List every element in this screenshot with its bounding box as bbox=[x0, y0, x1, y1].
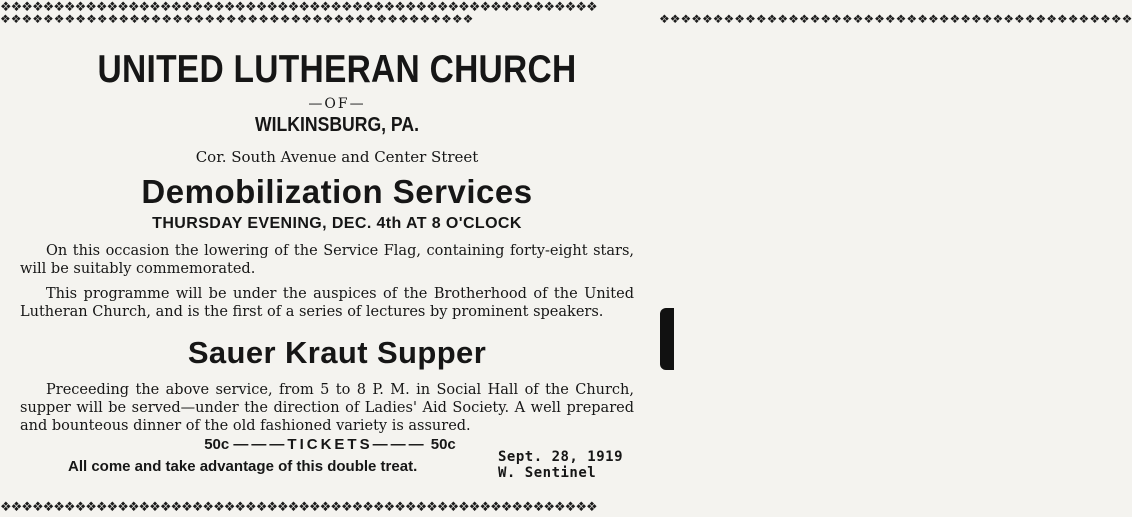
stamp-source: W. Sentinel bbox=[498, 465, 597, 481]
ticket-price-right: 50c bbox=[430, 436, 456, 453]
stamp-date: Sept. 28, 1919 bbox=[498, 449, 624, 465]
closing-line: All come and take advantage of this double treat. bbox=[68, 458, 418, 475]
ornamental-border-right: ❖❖❖❖❖❖❖❖❖❖❖❖❖❖❖❖❖❖❖❖❖❖❖❖❖❖❖❖❖❖❖❖❖❖❖❖❖❖❖❖❖❖❖❖ bbox=[659, 12, 1132, 26]
advertisement-body bbox=[20, 20, 654, 496]
supper-title: Sauer Kraut Supper bbox=[187, 335, 487, 370]
event-title: Demobilization Services bbox=[141, 173, 533, 210]
church-address: Cor. South Avenue and Center Street bbox=[195, 148, 479, 166]
paragraph-supper: Preceeding the above service, from 5 to 8 P. M. in Social Hall of the Church, supper will be served—under the direction of Ladies' Aid Society. A well prepared and bounteous dinner of the old fashioned variety is assured. bbox=[20, 382, 634, 434]
paragraph-service-flag: On this occasion the lowering of the Service Flag, containing forty-eight stars, will be suitably commemorated. bbox=[20, 243, 634, 277]
town-name: WILKINSBURG, PA. bbox=[255, 114, 419, 136]
church-title: UNITED LUTHERAN CHURCH bbox=[97, 48, 577, 91]
tickets-label: ———TICKETS——— bbox=[233, 436, 427, 453]
ornamental-border-left: ❖❖❖❖❖❖❖❖❖❖❖❖❖❖❖❖❖❖❖❖❖❖❖❖❖❖❖❖❖❖❖❖❖❖❖❖❖❖❖❖❖❖❖❖ bbox=[0, 12, 474, 26]
paragraph-programme: This programme will be under the auspices of the Brotherhood of the United Lutheran Church, and is the first of a series of lectures by prominent speakers. bbox=[20, 286, 634, 320]
tickets-line bbox=[180, 436, 480, 453]
ornamental-border-top: ❖❖❖❖❖❖❖❖❖❖❖❖❖❖❖❖❖❖❖❖❖❖❖❖❖❖❖❖❖❖❖❖❖❖❖❖❖❖❖❖❖❖❖❖❖❖❖❖❖❖❖❖❖❖❖❖ bbox=[0, 0, 597, 15]
ornamental-border-bottom: ❖❖❖❖❖❖❖❖❖❖❖❖❖❖❖❖❖❖❖❖❖❖❖❖❖❖❖❖❖❖❖❖❖❖❖❖❖❖❖❖❖❖❖❖❖❖❖❖❖❖❖❖❖❖❖❖ bbox=[0, 500, 597, 515]
of-separator: —OF— bbox=[308, 96, 366, 112]
scan-edge-mark bbox=[660, 308, 674, 370]
ticket-price-left: 50c bbox=[204, 436, 230, 453]
date-stamp bbox=[498, 449, 623, 481]
event-date: THURSDAY EVENING, DEC. 4th AT 8 O'CLOCK bbox=[152, 215, 522, 232]
